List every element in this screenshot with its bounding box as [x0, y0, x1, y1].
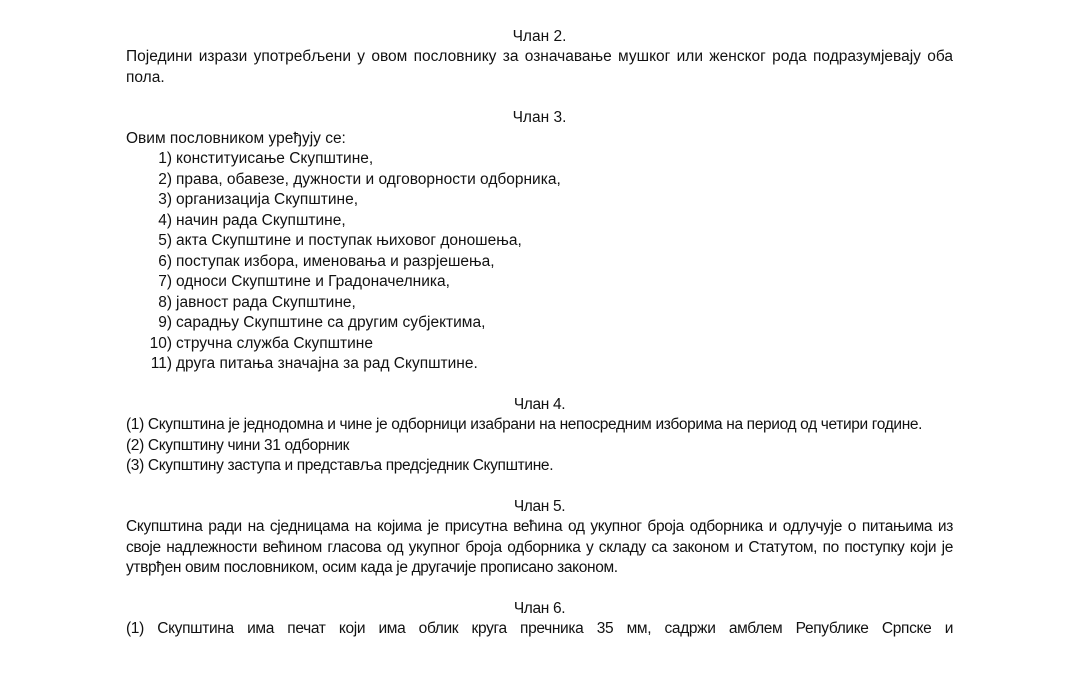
list-number: 1)	[158, 150, 172, 167]
list-number: 9)	[158, 314, 172, 331]
list-item	[126, 149, 953, 170]
list-item	[126, 313, 953, 334]
list-text: организација Скупштине,	[176, 191, 358, 208]
list-text: јавност рада Скупштине,	[176, 293, 356, 311]
list-number: 11)	[150, 355, 172, 372]
list-item	[126, 190, 953, 211]
list-text: конституисање Скупштине,	[176, 150, 374, 167]
article-heading: Члан 4.	[513, 395, 566, 413]
list-item	[126, 231, 953, 252]
article-heading: Члан 2.	[512, 27, 567, 45]
article-heading: Члан 6.	[513, 599, 566, 617]
list-text: друга питања значајна за рад Скупштине.	[176, 355, 478, 372]
article-heading: Члан 3.	[512, 109, 567, 126]
article-heading: Члан 5.	[513, 497, 566, 515]
list-number: 8)	[158, 293, 172, 311]
article-intro: Овим пословником уређују се:	[126, 129, 346, 147]
list-item	[126, 211, 953, 232]
list-item	[126, 272, 953, 293]
article-paragraph: (1) Скупштина има печат који има облик круга пречника 35 мм, садржи амблем Републике Српске и	[126, 620, 953, 637]
article-2	[126, 27, 953, 89]
list-number: 4)	[158, 211, 172, 229]
article-3	[126, 108, 953, 375]
article-paragraph: (1) Скупштина је једнодомна и чине је одборници изабрани на непосредним изборима на период од четири године.	[126, 416, 923, 433]
list-text: сарадњу Скупштине са другим субјектима,	[176, 314, 486, 331]
list-item	[126, 334, 953, 355]
list-number: 3)	[158, 191, 172, 208]
list-number: 6)	[158, 252, 172, 270]
numbered-list	[126, 149, 953, 375]
list-number: 7)	[158, 273, 172, 290]
article-4	[126, 395, 953, 477]
list-number: 2)	[158, 170, 172, 188]
article-paragraph: Поједини изрази употребљени у овом пословнику за означавање мушког или женског рода подразумјевају оба пола.	[126, 48, 953, 86]
list-item	[126, 170, 953, 191]
list-number: 5)	[158, 232, 172, 249]
article-paragraph: (3) Скупштину заступа и представља предсједник Скупштине.	[126, 457, 554, 474]
list-text: односи Скупштине и Градоначелника,	[176, 273, 450, 290]
list-text: права, обавезе, дужности и одговорности одборника,	[176, 170, 561, 188]
article-paragraph: (2) Скупштину чини 31 одборник	[126, 436, 350, 454]
cut-off-text-line	[126, 0, 953, 7]
list-text: стручна служба Скупштине	[176, 334, 373, 352]
list-number: 10)	[149, 334, 172, 352]
list-item	[126, 354, 953, 375]
article-5	[126, 497, 953, 579]
list-item	[126, 293, 953, 314]
article-6	[126, 599, 953, 640]
document-page	[126, 0, 953, 640]
list-item	[126, 252, 953, 273]
list-text: поступак избора, именовања и разрјешења,	[176, 252, 495, 270]
list-text: акта Скупштине и поступак њиховог доношења,	[176, 232, 522, 249]
list-text: начин рада Скупштине,	[176, 211, 346, 229]
article-paragraph: Скупштина ради на сједницама на којима је присутна већина од укупног броја одборника и одлучује о питањима из своје надлежности већином гласова од укупног броја одборника у складу са законом и Статутом, по поступку који је утврђен овим пословником, осим када је другачије прописано законом.	[126, 518, 953, 576]
